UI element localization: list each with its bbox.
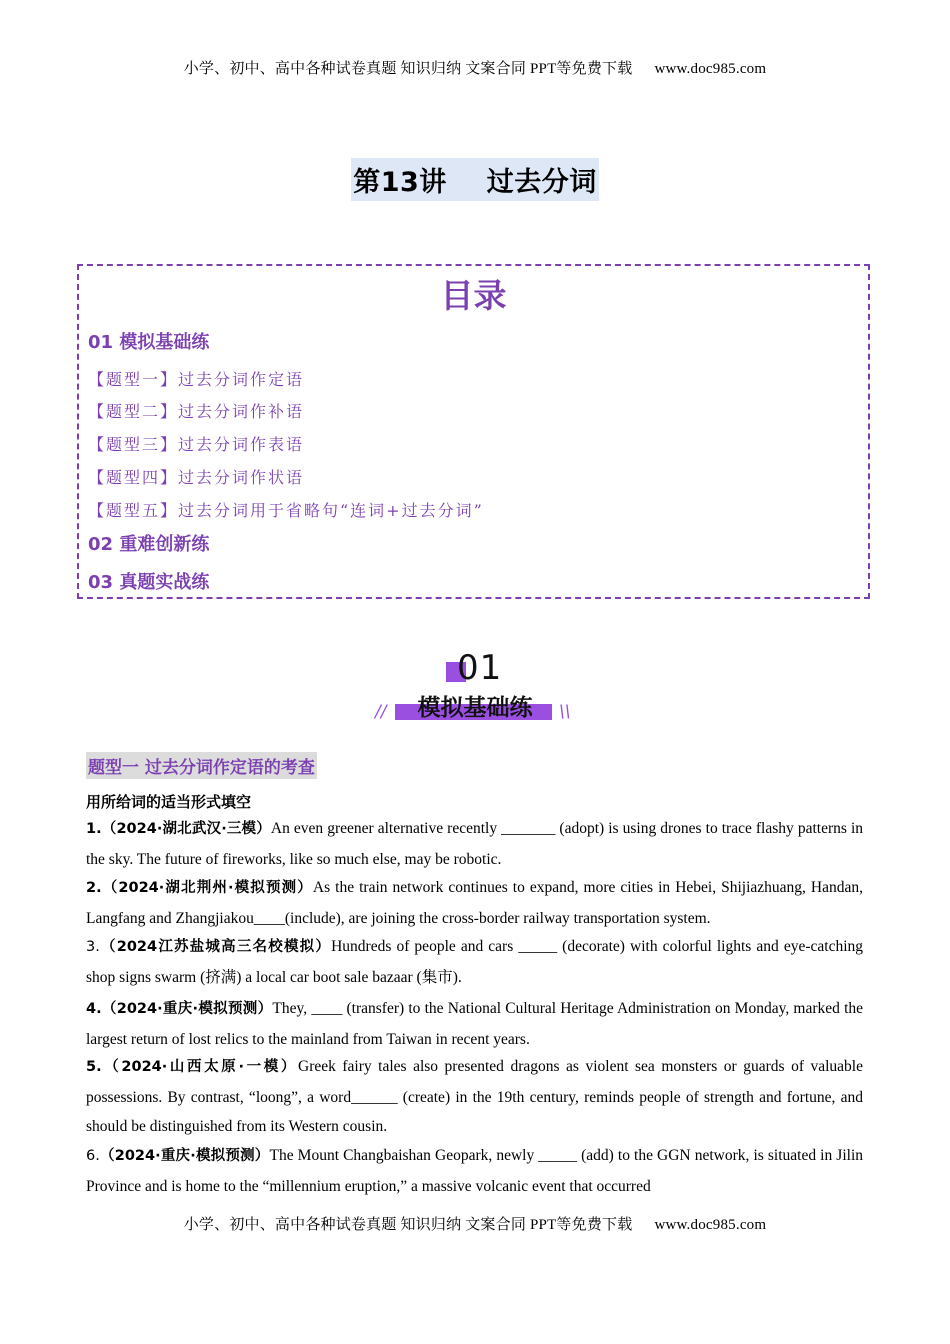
question-source: （2024·山西太原·一模）: [101, 1059, 298, 1075]
page-footer: [0, 1213, 950, 1234]
badge-label: 模拟基础练: [417, 695, 533, 721]
instruction-text: 用所给词的适当形式填空: [86, 793, 252, 811]
question-source: （2024江苏盐城高三名校模拟）: [99, 939, 332, 955]
question-source: （2024·重庆·模拟预测）: [99, 1148, 270, 1164]
question-4: [86, 994, 863, 1054]
question-text: They, ____ (transfer) to the National Cultural Heritage Administration on Monday, marked the largest return of lost relics to the mainland from Taiwan in recent years.: [86, 1000, 863, 1048]
question-3: [86, 932, 863, 992]
lecture-number: 第13讲: [353, 167, 447, 198]
question-source: （2024·湖北荆州·模拟预测）: [101, 880, 313, 896]
question-text: As the train network continues to expand, more cities in Hebei, Shijiazhuang, Handan, Langfang and Zhangjiakou____(include), are joining the cross-border railway transportation system.: [86, 879, 864, 927]
toc-section-3[interactable]: 03 真题实战练: [88, 572, 210, 593]
badge-left-deco: //: [375, 702, 387, 722]
toc-item-5[interactable]: 【题型五】过去分词用于省略句“连词+过去分词”: [88, 501, 484, 520]
question-2: [86, 873, 863, 933]
footer-url[interactable]: www.doc985.com: [654, 1217, 767, 1233]
question-text: Greek fairy tales also presented dragons as violent sea monsters or guards of valuable possessions. By contrast, “loong”, a word______ (create) in the 19th century, reminds people of strength and fortune, and should be distinguished from its Western cousin.: [86, 1058, 863, 1135]
question-number: 1.: [86, 821, 102, 837]
footer-text: 小学、初中、高中各种试卷真题 知识归纳 文案合同 PPT等免费下载: [183, 1217, 633, 1233]
badge-number: 01: [457, 648, 503, 688]
lecture-topic: 过去分词: [486, 167, 597, 198]
question-5: [86, 1052, 863, 1142]
page-title-wrap: [0, 158, 950, 201]
question-6: [86, 1141, 863, 1201]
question-text: An even greener alternative recently _______ (adopt) is using drones to trace flashy patterns in the sky. The future of fireworks, like so much else, may be robotic.: [86, 820, 863, 868]
question-number: 4.: [86, 1001, 102, 1017]
toc-section-2[interactable]: 02 重难创新练: [88, 534, 210, 555]
table-of-contents: [77, 264, 870, 599]
question-number: 5.: [86, 1059, 102, 1075]
question-1: [86, 814, 863, 874]
question-source: （2024·重庆·模拟预测）: [101, 1001, 273, 1017]
page-header: [0, 57, 950, 78]
toc-item-4[interactable]: 【题型四】过去分词作状语: [88, 468, 305, 487]
toc-heading: 目录: [440, 276, 507, 315]
toc-section-1[interactable]: 01 模拟基础练: [88, 332, 210, 353]
badge-right-deco: \\: [559, 702, 571, 722]
header-text: 小学、初中、高中各种试卷真题 知识归纳 文案合同 PPT等免费下载: [183, 61, 633, 77]
question-source: （2024·湖北武汉·三模）: [101, 821, 271, 837]
question-text: The Mount Changbaishan Geopark, newly _____ (add) to the GGN network, is situated in Jilin Province and is home to the “millennium eruption,” a massive volcanic event that occurred: [86, 1147, 863, 1195]
section-badge: [375, 648, 575, 728]
toc-item-1[interactable]: 【题型一】过去分词作定语: [88, 370, 305, 389]
question-number: 3.: [86, 939, 100, 955]
toc-item-3[interactable]: 【题型三】过去分词作表语: [88, 435, 305, 454]
question-type-heading: 题型一 过去分词作定语的考查: [86, 752, 317, 779]
question-number: 2.: [86, 880, 102, 896]
page-title: [351, 158, 599, 201]
toc-item-2[interactable]: 【题型二】过去分词作补语: [88, 402, 305, 421]
question-number: 6.: [86, 1148, 100, 1164]
question-text: Hundreds of people and cars _____ (decorate) with colorful lights and eye-catching shop signs swarm (挤满) a local car boot sale bazaar (集市).: [86, 938, 863, 986]
header-url[interactable]: www.doc985.com: [654, 61, 767, 77]
